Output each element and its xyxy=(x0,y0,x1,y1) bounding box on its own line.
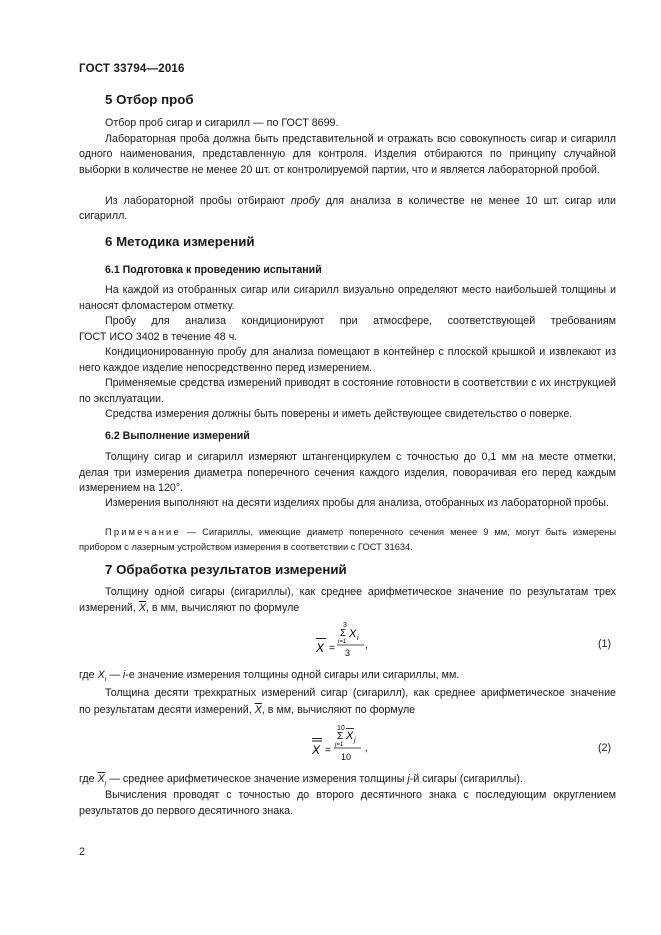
subsection-6-1-title: 6.1 Подготовка к проведению испытаний xyxy=(105,264,322,276)
subsection-6-1-paragraph-5: Средства измерения должны быть поверены и иметь действующее свидетельство о поверке. xyxy=(105,408,573,420)
formula-2-numerator-sub: j xyxy=(354,737,356,744)
subsection-6-2-title: 6.2 Выполнение измерений xyxy=(105,430,250,442)
formula-2 xyxy=(300,720,390,764)
formula-2-numerator-var: X xyxy=(346,730,354,742)
where-1: где $X_i$ — i-е значение измерения толщины одной сигары или сигариллы, мм. xyxy=(79,669,460,684)
formula-2-number: (2) xyxy=(598,742,612,754)
formula-2-lhs: X xyxy=(312,743,321,757)
formula-2-sum-symbol: Σ xyxy=(337,731,344,742)
formula-2-sum-upper: 10 xyxy=(337,725,345,732)
variable-x-mean: $\overline{X}$ xyxy=(138,601,146,614)
section-7-paragraph-1b: измерений, $\overline{X}$, в мм, вычисляют по формуле xyxy=(79,601,300,614)
formula-1-numerator-sub: i xyxy=(357,635,359,642)
section-5-paragraph-2: Лабораторная проба должна быть представительной и отражать всю совокупность сигар и сигарилл одного наименования, представленную для контроля. Изделия отбираются по принципу случайной выборки в количестве не менее 20 шт. от контролируемой партии, что и является лабораторной пробой. xyxy=(79,132,616,176)
formula-1 xyxy=(300,618,390,658)
subsection-6-2-paragraph-2: Измерения выполняют на десяти изделиях пробы для анализа, отобранных из лабораторной пробы. xyxy=(105,497,609,509)
emphasis-probu: пробу xyxy=(290,194,320,207)
subsection-6-2-paragraph-1: Толщину сигар и сигарилл измеряют штангенциркулем с точностью до 0,1 мм на месте отметки, делая три измерения диаметра поперечного сечения каждого изделия, поворачивая его перед каждым измерением на 120°. xyxy=(79,451,616,494)
page-number: 2 xyxy=(79,846,85,858)
subsection-6-1-paragraph-2a: Пробу для анализа кондиционируют при атмосфере, соответствующей требованиям xyxy=(105,315,616,327)
formula-1-sum-lower: i=1 xyxy=(338,639,347,645)
note-text: — Сигариллы, имеющие диаметр поперечного сечения менее 9 мм, могут быть измерены прибором с лазерным устройством измерения в соответствии с ГОСТ 31634. xyxy=(79,527,616,552)
note xyxy=(79,525,616,554)
section-5-paragraph-1: Отбор проб сигар и сигарилл — по ГОСТ 8699. xyxy=(105,117,339,129)
section-7-paragraph-2a: Толщина десяти трехкратных измерений сигар (сигарилл), как среднее арифметическое значение xyxy=(105,687,616,699)
formula-2-denominator: 10 xyxy=(341,752,352,762)
formula-1-number: (1) xyxy=(598,638,612,650)
formula-1-denominator: 3 xyxy=(345,648,351,658)
section-7-paragraph-1a: Толщину одной сигары (сигариллы), как среднее арифметическое значение по результатам трех xyxy=(105,586,616,598)
document-header: ГОСТ 33794—2016 xyxy=(79,63,185,75)
section-5-paragraph-3: Из лабораторной пробы отбирают пробу для анализа в количестве не менее 10 шт. сигар или сигарилл. xyxy=(79,194,616,222)
formula-1-lhs: X xyxy=(316,641,325,655)
formula-2-sum-lower: j=1 xyxy=(335,742,344,748)
note-label: Примечание xyxy=(105,527,181,537)
formula-1-sum-symbol: Σ xyxy=(340,628,347,639)
formula-1-numerator-var: X xyxy=(349,628,357,640)
formula-2-comma: , xyxy=(365,743,368,754)
subsection-6-1-paragraph-3: Кондиционированную пробу для анализа помещают в контейнер с плоской крышкой и извлекают из него каждое изделие непосредственно перед измерением. xyxy=(79,346,616,374)
section-5-title: 5 Отбор проб xyxy=(105,92,194,107)
variable-x-double-mean: $\overline{X}$ xyxy=(254,703,262,716)
subsection-6-1-paragraph-2b: ГОСТ ИСО 3402 в течение 48 ч. xyxy=(79,330,238,343)
section-6-title: 6 Методика измерений xyxy=(105,234,255,249)
where-2: где $\overline{X}_j$ — среднее арифметическое значение измерения толщины j-й сигары (сигариллы). xyxy=(79,773,523,788)
section-7-paragraph-3: Вычисления проводят с точностью до второго десятичного знака с последующим округлением результатов до первого десятичного знака. xyxy=(79,789,616,817)
formula-1-sum-upper: 3 xyxy=(343,622,347,629)
subsection-6-1-paragraph-4: Применяемые средства измерений приводят в состояние готовности в соответствии с их инструкцией по эксплуатации. xyxy=(79,377,616,405)
formula-1-equals: = xyxy=(329,643,335,654)
formula-1-comma: , xyxy=(365,640,368,651)
section-7-title: 7 Обработка результатов измерений xyxy=(105,562,347,577)
subsection-6-1-paragraph-1: На каждой из отобранных сигар или сигарилл визуально определяют место наибольшей толщины и наносят фломастером отметку. xyxy=(79,284,616,312)
section-7-paragraph-2b: по результатам десяти измерений, $\overline{X}$, в мм, вычисляют по формуле xyxy=(79,703,416,716)
formula-2-equals: = xyxy=(325,745,331,756)
